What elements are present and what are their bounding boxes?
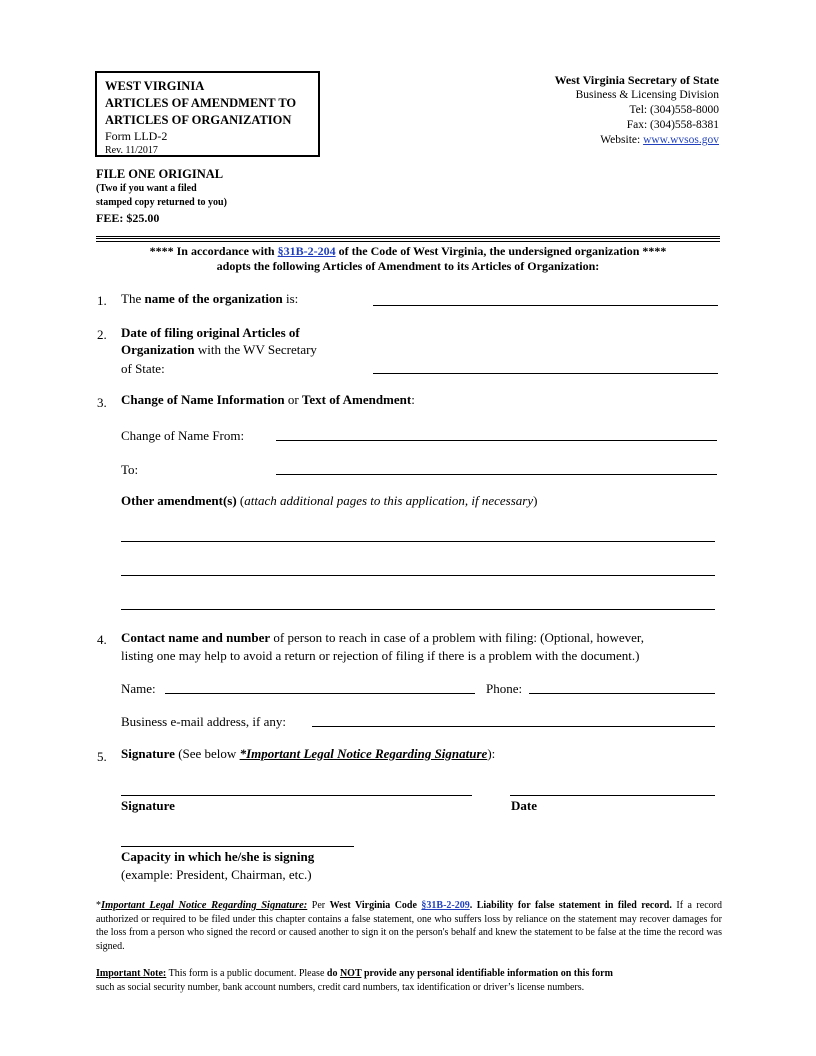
- change-from-label: Change of Name From:: [121, 428, 245, 443]
- other-paren-close: ): [533, 493, 538, 508]
- amendment-line-3[interactable]: [121, 609, 715, 610]
- filing-date-field[interactable]: [373, 373, 718, 374]
- important-note: [96, 967, 722, 995]
- item-number-1: 1.: [97, 293, 107, 308]
- filing-instructions: [96, 167, 227, 226]
- other-italic: attach additional pages to this application, if necessary: [244, 493, 534, 508]
- form-title-line-3: ARTICLES OF ORGANIZATION: [105, 113, 292, 127]
- accordance-statement: [96, 244, 720, 274]
- q2-line-2: [121, 342, 317, 358]
- q3-bold-a: Change of Name Information: [121, 392, 285, 407]
- note-do: do: [326, 968, 340, 979]
- form-number: Form LLD-2: [105, 129, 168, 143]
- legal-body: If a record authorized or required to be filed under this chapter contains a false statement, one who suffers loss by reliance on the statement may recover damages for the loss from a person who signed the record or caused another to sign it on the person's behalf and knew the statement to be false at the time the record was signed.: [96, 900, 722, 952]
- legal-liability: . Liability for false statement in filed record.: [469, 900, 672, 911]
- item-number-3: 3.: [97, 395, 107, 410]
- q2-line-1: Date of filing original Articles of: [121, 325, 300, 340]
- note-text-1: This form is a public document. Please: [166, 968, 327, 979]
- note-text-2: provide any personal identifiable information on this form: [361, 968, 613, 979]
- email-label: Business e-mail address, if any:: [121, 714, 286, 729]
- accordance-suffix: of the Code of West Virginia, the undersigned organization ****: [335, 244, 667, 258]
- accordance-prefix: **** In accordance with: [149, 244, 278, 258]
- organization-name-label: [121, 291, 298, 307]
- accordance-line-2: adopts the following Articles of Amendment to its Articles of Organization:: [216, 259, 600, 273]
- form-revision: Rev. 11/2017: [105, 145, 158, 156]
- capacity-field[interactable]: [121, 846, 354, 847]
- q5-notice-link[interactable]: *Important Legal Notice Regarding Signature: [239, 746, 488, 761]
- divider: [96, 241, 720, 242]
- q4-rest: of person to reach in case of a problem with filing: (Optional, however,: [270, 630, 644, 645]
- legal-code-name: West Virginia Code: [329, 900, 422, 911]
- legal-notice: [96, 899, 722, 953]
- change-from-field[interactable]: [276, 440, 717, 441]
- note-heading: Important Note:: [96, 968, 167, 979]
- q4-bold: Contact name and number: [121, 630, 271, 645]
- form-title-line-1: WEST VIRGINIA: [105, 79, 205, 93]
- q1-prefix: The: [121, 291, 145, 306]
- website-label: Website:: [600, 134, 644, 146]
- contact-name-label: Name:: [121, 681, 156, 696]
- phone-field[interactable]: [529, 693, 715, 694]
- website-link[interactable]: www.wvsos.gov: [643, 134, 719, 146]
- form-title-line-2: ARTICLES OF AMENDMENT TO: [105, 96, 297, 110]
- capacity-label: Capacity in which he/she is signing: [121, 849, 315, 864]
- email-field[interactable]: [312, 726, 715, 727]
- other-bold: Other amendment(s): [121, 493, 237, 508]
- q3-heading: [121, 392, 415, 408]
- q4-line-1: [121, 630, 644, 646]
- telephone: Tel: (304)558-8000: [629, 104, 719, 116]
- change-to-label: To:: [121, 462, 139, 477]
- date-field[interactable]: [510, 795, 715, 796]
- change-to-field[interactable]: [276, 474, 717, 475]
- q5-see: (See below: [174, 746, 240, 761]
- file-one-original: FILE ONE ORIGINAL: [96, 167, 224, 181]
- q5-bold: Signature: [121, 746, 175, 761]
- fax: Fax: (304)558-8381: [626, 119, 719, 131]
- q5-heading: [121, 746, 495, 762]
- q1-suffix: is:: [282, 291, 299, 306]
- code-link-31b-2-209[interactable]: §31B-2-209: [421, 900, 470, 911]
- capacity-example: (example: President, Chairman, etc.): [121, 867, 312, 882]
- copy-note-line-2: stamped copy returned to you): [96, 197, 227, 208]
- other-paren-open: (: [236, 493, 245, 508]
- note-line-2: such as social security number, bank account numbers, credit card numbers, tax identification or driver’s license numbers.: [96, 982, 585, 993]
- division-name: Business & Licensing Division: [575, 89, 719, 101]
- q1-bold: name of the organization: [144, 291, 283, 306]
- amendment-line-1[interactable]: [121, 541, 715, 542]
- signature-label: Signature: [121, 798, 175, 813]
- agency-contact-block: [555, 73, 719, 148]
- item-number-2: 2.: [97, 327, 107, 342]
- date-label: Date: [511, 798, 537, 813]
- website-row: [555, 133, 719, 148]
- form-title-box: [95, 71, 320, 157]
- amendment-line-2[interactable]: [121, 575, 715, 576]
- contact-name-field[interactable]: [165, 693, 475, 694]
- q2-line-3: of State:: [121, 361, 165, 376]
- legal-heading: Important Legal Notice Regarding Signature:: [101, 900, 308, 911]
- q2-post: with the WV Secretary: [194, 342, 317, 357]
- item-number-5: 5.: [97, 749, 107, 764]
- q3-bold-b: Text of Amendment: [301, 392, 412, 407]
- legal-per: Per: [307, 900, 330, 911]
- double-divider: [96, 236, 720, 239]
- copy-note-line-1: (Two if you want a filed: [96, 183, 197, 194]
- q2-bold-organization: Organization: [121, 342, 195, 357]
- other-amendments-label: [121, 493, 537, 509]
- note-not: NOT: [339, 968, 362, 979]
- q3-colon: :: [411, 392, 415, 407]
- q5-end: ):: [487, 746, 496, 761]
- code-link-31b-2-204[interactable]: §31B-2-204: [277, 244, 336, 258]
- phone-label: Phone:: [486, 681, 523, 696]
- signature-field[interactable]: [121, 795, 472, 796]
- filing-fee: FEE: $25.00: [96, 211, 160, 225]
- agency-name: West Virginia Secretary of State: [554, 73, 719, 87]
- organization-name-field[interactable]: [373, 305, 718, 306]
- legal-star: *: [96, 900, 101, 911]
- q4-line-2: listing one may help to avoid a return or rejection of filing if there is a problem with the document.): [121, 648, 640, 663]
- item-number-4: 4.: [97, 632, 107, 647]
- q3-or: or: [284, 392, 302, 407]
